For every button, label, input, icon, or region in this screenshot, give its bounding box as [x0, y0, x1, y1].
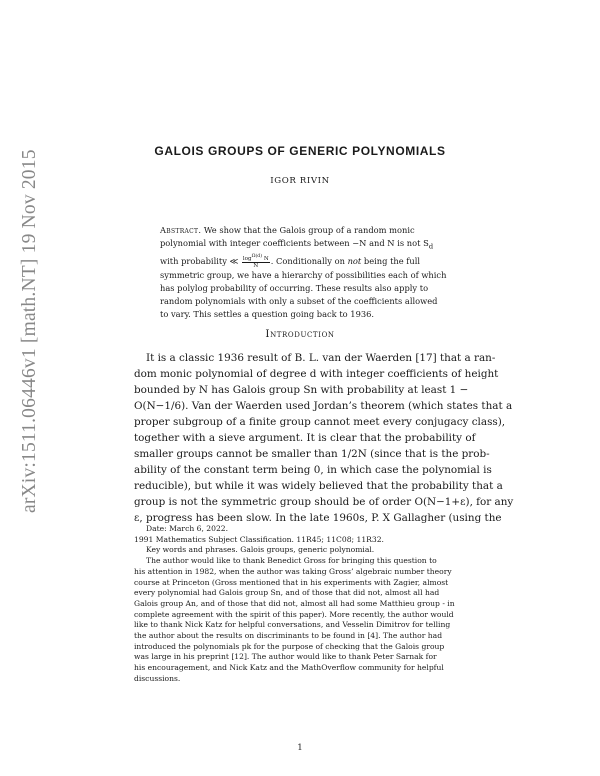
footnote-thanks-4: every polynomial had Galois group Sn, and of those that did not, almost all had: [134, 588, 440, 598]
arxiv-identifier-sidebar: arXiv:1511.06446v1 [math.NT] 19 Nov 2015: [19, 149, 40, 513]
abstract-line-4: symmetric group, we have a hierarchy of possibilities each of which: [160, 269, 447, 280]
introduction-body: [134, 350, 514, 526]
abstract-subscript-d: d: [428, 242, 434, 251]
footnote-thanks-5: Galois group An, and of those that did not, almost all had some Matthieu group - in: [134, 598, 455, 608]
footnote-thanks-11: his encouragement, and Nick Katz and the MathOverflow community for helpful: [134, 663, 444, 673]
footnote-thanks-12: discussions.: [134, 673, 181, 683]
footnote-thanks-3: course at Princeton (Gross mentioned that in his experiments with Zagier, almost: [134, 577, 449, 587]
abstract-text-conditionally: . Conditionally on: [270, 255, 348, 266]
abstract-label: Abstract.: [160, 225, 202, 235]
page-number: 1: [297, 743, 303, 753]
body-line-2: dom monic polynomial of degree d with integer coefficients of height: [134, 368, 499, 380]
footnote-thanks-8: the author about the results on discriminants to be found in [4]. The author had: [134, 631, 443, 641]
abstract-line-1: [160, 224, 444, 237]
abstract-text-2: polynomial with integer coefficients between −N and N is not S: [160, 238, 429, 249]
fraction-numerator-log: log: [242, 255, 252, 262]
footnote-msc: 1991 Mathematics Subject Classification. 11R45; 11C08; 11R32.: [134, 534, 384, 544]
abstract-line-7: to vary. This settles a question going back to 1936.: [160, 308, 375, 319]
footnote-thanks-6: complete agreement with the spirit of this paper). More recently, the author would: [134, 609, 454, 619]
body-line-11: ε, progress has been slow. In the late 1960s, P. X Gallagher (using the: [134, 512, 502, 524]
fraction-numerator-n: N: [263, 255, 269, 262]
body-line-5: proper subgroup of a finite group cannot meet every conjugacy class),: [134, 416, 506, 428]
body-line-10: group is not the symmetric group should be of order O(N−1+ε), for any: [134, 496, 514, 508]
abstract-text-full: being the full: [361, 255, 421, 266]
abstract-line-2: [160, 237, 444, 254]
fraction-denominator: N: [253, 262, 259, 269]
abstract-line-5: has polylog probability of occurring. These results also apply to: [160, 282, 429, 293]
body-line-4: O(N−1/6). Van der Waerden used Jordan’s theorem (which states that a: [134, 400, 513, 412]
probability-fraction: [242, 254, 270, 269]
abstract-not-word: not: [347, 255, 362, 266]
footnote-thanks-2: his attention in 1982, when the author was taking Gross’ algebraic number theory: [134, 566, 452, 576]
abstract-line-6: random polynomials with only a subset of the coefficients allowed: [160, 295, 438, 306]
body-line-7: smaller groups cannot be smaller than 1/2N (since that is the prob-: [134, 448, 490, 460]
abstract-line-3: [160, 254, 444, 269]
body-line-9: reducible), but while it was widely believed that the probability that a: [134, 480, 503, 492]
section-heading-introduction: Introduction: [265, 328, 335, 340]
footnote-thanks-9: introduced the polynomials pk for the purpose of checking that the Galois group: [134, 641, 445, 651]
footnote-keywords: Key words and phrases. Galois groups, generic polynomial.: [146, 545, 375, 555]
body-line-1: It is a classic 1936 result of B. L. van der Waerden [17] that a ran-: [146, 352, 496, 364]
footnote-thanks-1: The author would like to thank Benedict Gross for bringing this question to: [146, 556, 437, 566]
fraction-numerator-exponent: Ω(d): [251, 253, 263, 259]
paper-author: IGOR RIVIN: [270, 176, 330, 186]
abstract-text-1: We show that the Galois group of a random monic: [201, 225, 415, 235]
body-line-8: ability of the constant term being 0, in which case the polynomial is: [134, 464, 492, 476]
footnote-thanks-7: like to thank Nick Katz for helpful conversations, and Vesselin Dimitrov for telling: [134, 620, 451, 630]
body-line-6: together with a sieve argument. It is clear that the probability of: [134, 432, 476, 444]
footnote-thanks-10: was large in his preprint [12]. The author would like to thank Peter Sarnak for: [134, 652, 437, 662]
paper-title: GALOIS GROUPS OF GENERIC POLYNOMIALS: [154, 144, 446, 158]
abstract-text-3: with probability ≪: [160, 255, 239, 266]
abstract: [160, 224, 447, 321]
footnotes: [134, 524, 468, 685]
footnote-date: Date: March 6, 2022.: [146, 524, 229, 533]
body-line-3: bounded by N has Galois group Sn with probability at least 1 −: [134, 384, 469, 396]
